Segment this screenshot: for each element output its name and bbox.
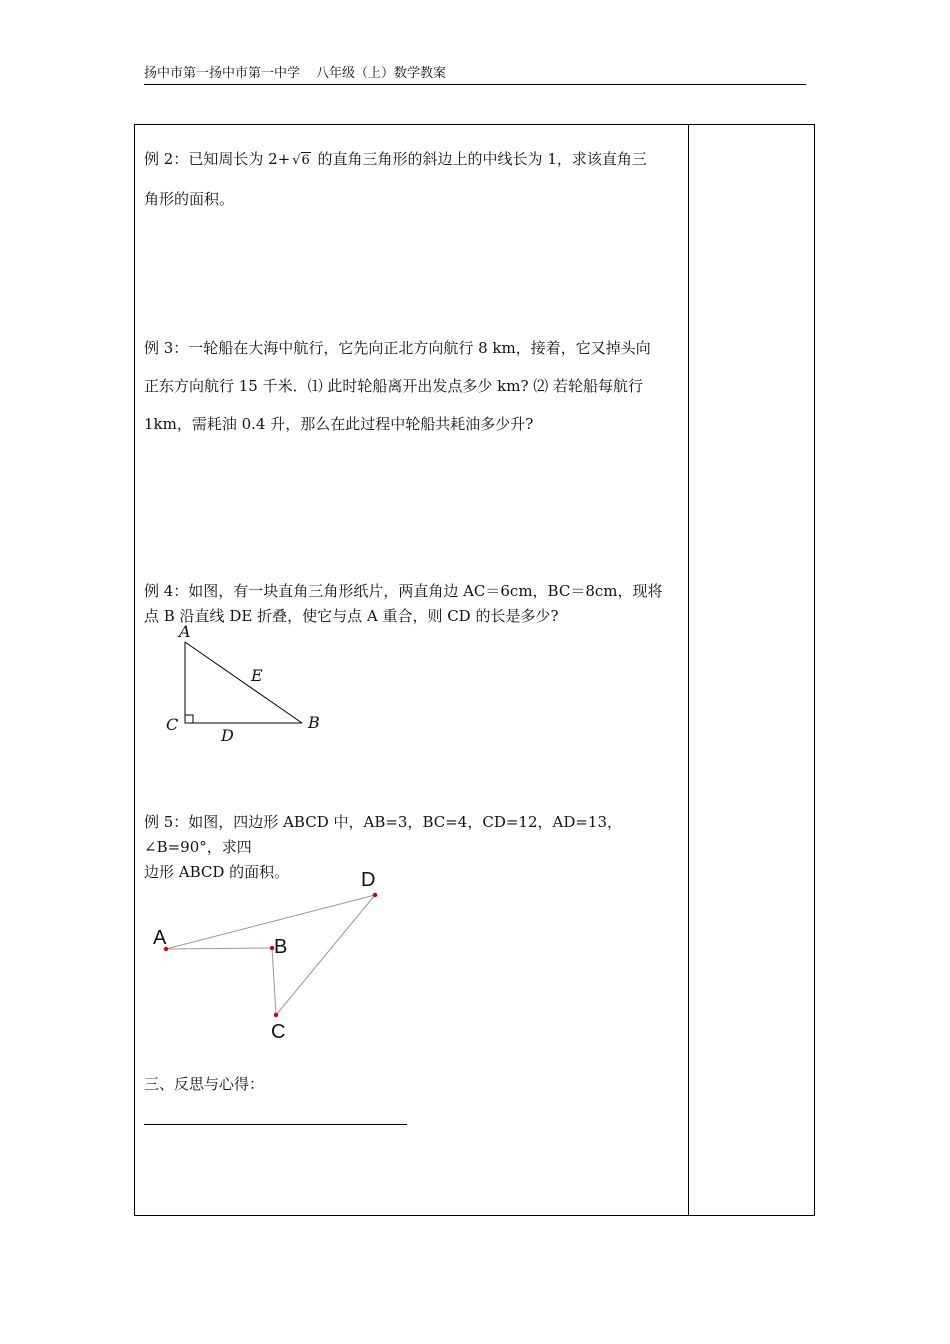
side-ab bbox=[185, 642, 302, 723]
fig5-label-d: D bbox=[361, 869, 376, 891]
example-4-line2: 点 B 沿直线 DE 折叠，使它与点 A 重合，则 CD 的长是多少? bbox=[144, 607, 559, 625]
point-d bbox=[373, 893, 377, 897]
fig5-label-a: A bbox=[153, 927, 167, 949]
reflection-answer-line bbox=[144, 1124, 407, 1125]
side-cd bbox=[276, 895, 375, 1015]
header-school: 扬中市第一扬中市第一中学 bbox=[144, 66, 301, 81]
example-5-line2: 边形 ABCD 的面积。 bbox=[144, 863, 290, 881]
fig4-label-a: A bbox=[179, 622, 191, 641]
side-da bbox=[166, 895, 375, 949]
section-3-title: 三、反思与心得： bbox=[144, 1075, 265, 1093]
example-2-line2: 角形的面积。 bbox=[144, 190, 235, 208]
example-2-label: 例 2： bbox=[144, 150, 189, 168]
example-3-line2: 正东方向航行 15 千米．⑴ 此时轮船离开出发点多少 km? ⑵ 若轮船每航行 bbox=[144, 377, 644, 395]
example-2 bbox=[144, 140, 684, 218]
sqrt-radicand: 6 bbox=[301, 153, 310, 168]
fig4-label-d: D bbox=[221, 726, 234, 745]
header-grade: 八年级（上）数学教案 bbox=[316, 66, 447, 81]
example-5 bbox=[144, 810, 684, 885]
table-column-divider bbox=[688, 124, 689, 1216]
example-2-text-b: 的直角三角形的斜边上的中线长为 1，求该直角三 bbox=[312, 150, 647, 168]
example-5-line1: 例 5：如图，四边形 ABCD 中，AB=3，BC=4，CD=12，AD=13，∠B=90°，求四 bbox=[144, 813, 623, 856]
fig4-label-b: B bbox=[308, 713, 320, 732]
figure-5-quadrilateral bbox=[150, 880, 390, 1030]
example-3-line1: 例 3：一轮船在大海中航行，它先向正北方向航行 8 km，接着，它又掉头向 bbox=[144, 339, 651, 357]
page-header bbox=[144, 66, 806, 85]
side-ab bbox=[166, 948, 272, 949]
fig4-label-c: C bbox=[166, 715, 179, 734]
sqrt-symbol: √6 bbox=[292, 153, 310, 168]
point-c bbox=[274, 1013, 278, 1017]
example-3 bbox=[144, 329, 684, 443]
example-4-line1: 例 4：如图，有一块直角三角形纸片，两直角边 AC＝6cm，BC＝8cm，现将 bbox=[144, 582, 663, 600]
fig4-label-e: E bbox=[251, 666, 263, 685]
fig5-label-b: B bbox=[274, 936, 288, 958]
example-2-text-a: 已知周长为 2+ bbox=[188, 150, 291, 168]
example-3-line3: 1km，需耗油 0.4 升，那么在此过程中轮船共耗油多少升? bbox=[144, 415, 534, 433]
fig5-label-c: C bbox=[271, 1021, 286, 1043]
example-4 bbox=[144, 579, 684, 629]
right-angle-mark bbox=[185, 715, 193, 723]
